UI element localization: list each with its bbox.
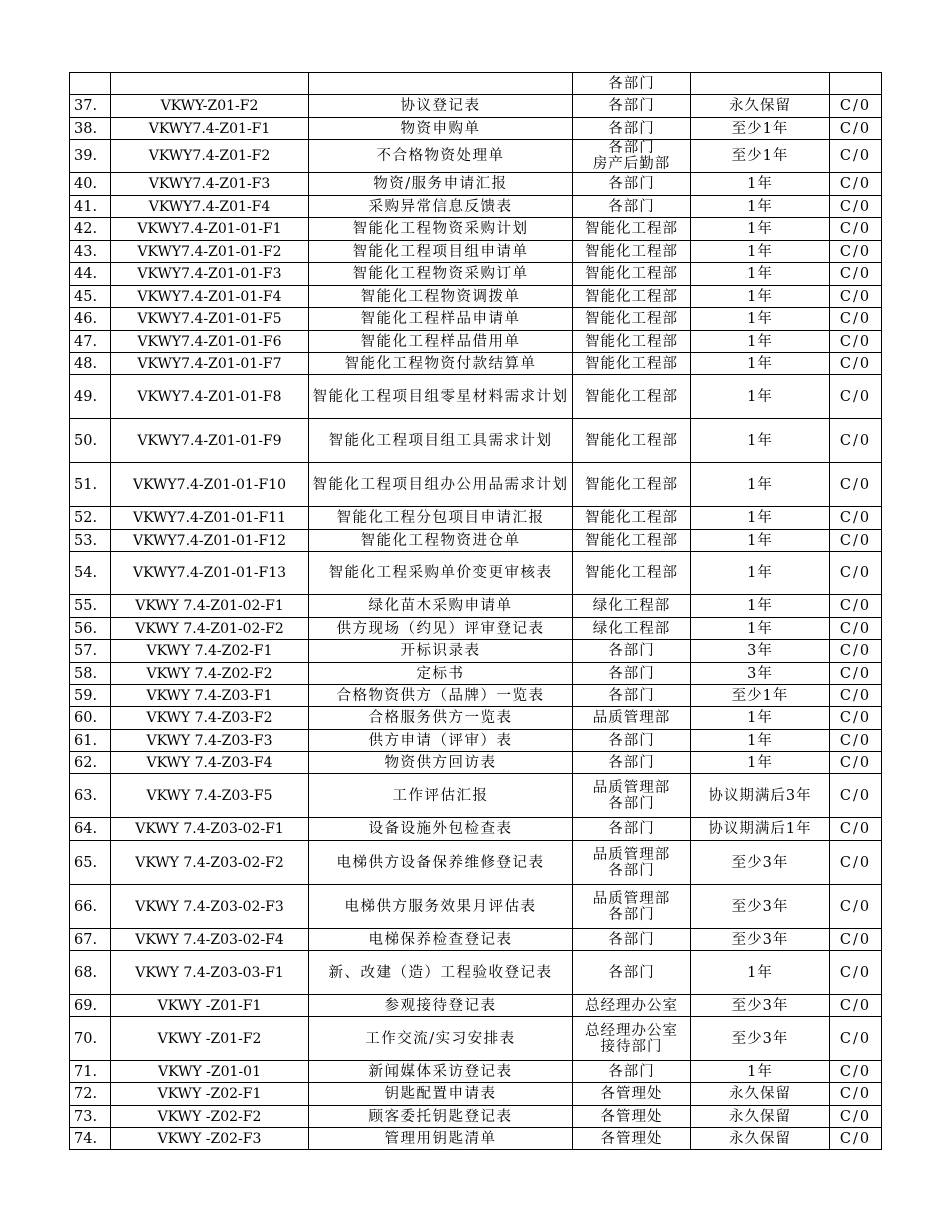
record-number: 39.	[70, 140, 111, 173]
record-code: VKWY 7.4-Z02-F2	[111, 663, 309, 685]
table-row	[70, 595, 882, 618]
record-retention: 1年	[691, 730, 830, 752]
record-control: C/0	[830, 707, 882, 730]
record-code: VKWY7.4-Z01-01-F10	[111, 463, 309, 507]
record-name: 智能化工程物资采购订单	[309, 263, 573, 286]
record-code: VKWY7.4-Z01-F4	[111, 196, 309, 218]
record-control: C/0	[830, 331, 882, 353]
table-row	[70, 841, 882, 885]
record-control: C/0	[830, 1061, 882, 1083]
record-code: VKWY -Z02-F2	[111, 1106, 309, 1128]
record-number: 38.	[70, 118, 111, 140]
record-name: 工作交流/实习安排表	[309, 1017, 573, 1061]
table-row	[70, 707, 882, 730]
record-code: VKWY 7.4-Z03-02-F3	[111, 885, 309, 929]
table-row	[70, 774, 882, 818]
record-number: 67.	[70, 929, 111, 951]
record-retention: 1年	[691, 507, 830, 530]
record-department: 智能化工程部	[573, 419, 691, 463]
record-control: C/0	[830, 419, 882, 463]
record-department: 品质管理部	[573, 707, 691, 730]
record-retention: 1年	[691, 595, 830, 618]
record-retention: 1年	[691, 463, 830, 507]
record-department: 各部门	[573, 663, 691, 685]
record-code: VKWY7.4-Z01-01-F3	[111, 263, 309, 286]
table-row	[70, 196, 882, 218]
record-retention: 1年	[691, 375, 830, 419]
record-retention: 1年	[691, 218, 830, 241]
record-number: 65.	[70, 841, 111, 885]
record-retention: 1年	[691, 552, 830, 595]
record-control: C/0	[830, 995, 882, 1017]
record-department: 各部门	[573, 818, 691, 841]
record-number: 66.	[70, 885, 111, 929]
record-name: 合格物资供方（品牌）一览表	[309, 685, 573, 707]
record-number: 45.	[70, 286, 111, 308]
record-name: 钥匙配置申请表	[309, 1083, 573, 1106]
record-retention: 至少3年	[691, 929, 830, 951]
record-name: 智能化工程样品借用单	[309, 331, 573, 353]
table-row	[70, 618, 882, 640]
record-name: 智能化工程项目组申请单	[309, 241, 573, 263]
record-retention: 1年	[691, 1061, 830, 1083]
record-code: VKWY7.4-Z01-01-F13	[111, 552, 309, 595]
record-retention: 1年	[691, 173, 830, 196]
record-control: C/0	[830, 308, 882, 331]
table-row	[70, 140, 882, 173]
record-number: 47.	[70, 331, 111, 353]
record-number: 74.	[70, 1128, 111, 1150]
record-retention: 协议期满后1年	[691, 818, 830, 841]
record-number: 59.	[70, 685, 111, 707]
record-control	[830, 73, 882, 95]
table-row	[70, 1106, 882, 1128]
record-name: 不合格物资处理单	[309, 140, 573, 173]
record-name: 智能化工程物资采购计划	[309, 218, 573, 241]
record-retention: 1年	[691, 951, 830, 995]
table-row	[70, 419, 882, 463]
record-code: VKWY 7.4-Z03-F4	[111, 752, 309, 774]
record-control: C/0	[830, 929, 882, 951]
record-control: C/0	[830, 618, 882, 640]
record-control: C/0	[830, 353, 882, 375]
record-code: VKWY7.4-Z01-F3	[111, 173, 309, 196]
record-retention: 1年	[691, 353, 830, 375]
record-retention: 1年	[691, 286, 830, 308]
record-name: 协议登记表	[309, 95, 573, 118]
record-retention: 1年	[691, 618, 830, 640]
record-department: 各部门	[573, 752, 691, 774]
record-retention: 协议期满后3年	[691, 774, 830, 818]
record-name: 开标识录表	[309, 640, 573, 663]
record-number: 69.	[70, 995, 111, 1017]
record-name: 智能化工程项目组办公用品需求计划	[309, 463, 573, 507]
record-code: VKWY-Z01-F2	[111, 95, 309, 118]
record-retention: 永久保留	[691, 95, 830, 118]
record-name: 智能化工程物资付款结算单	[309, 353, 573, 375]
table-row	[70, 73, 882, 95]
record-name: 智能化工程采购单价变更审核表	[309, 552, 573, 595]
record-department: 智能化工程部	[573, 218, 691, 241]
record-control: C/0	[830, 1106, 882, 1128]
table-row	[70, 331, 882, 353]
record-number: 58.	[70, 663, 111, 685]
table-row	[70, 552, 882, 595]
record-control: C/0	[830, 507, 882, 530]
table-row	[70, 1017, 882, 1061]
record-department: 绿化工程部	[573, 595, 691, 618]
record-name: 参观接待登记表	[309, 995, 573, 1017]
table-row	[70, 507, 882, 530]
record-name: 智能化工程物资进仓单	[309, 530, 573, 552]
record-retention: 永久保留	[691, 1083, 830, 1106]
record-code: VKWY 7.4-Z01-02-F1	[111, 595, 309, 618]
record-code: VKWY -Z02-F3	[111, 1128, 309, 1150]
record-control: C/0	[830, 663, 882, 685]
record-number: 48.	[70, 353, 111, 375]
record-code: VKWY 7.4-Z03-F3	[111, 730, 309, 752]
record-retention: 至少3年	[691, 995, 830, 1017]
table-row	[70, 752, 882, 774]
record-retention: 至少3年	[691, 841, 830, 885]
table-row	[70, 1061, 882, 1083]
record-control: C/0	[830, 841, 882, 885]
table-row	[70, 241, 882, 263]
record-name: 电梯供方服务效果月评估表	[309, 885, 573, 929]
record-retention: 1年	[691, 707, 830, 730]
record-code: VKWY 7.4-Z02-F1	[111, 640, 309, 663]
record-number: 64.	[70, 818, 111, 841]
record-department: 智能化工程部	[573, 263, 691, 286]
record-number: 57.	[70, 640, 111, 663]
record-name: 供方申请（评审）表	[309, 730, 573, 752]
record-name: 智能化工程项目组工具需求计划	[309, 419, 573, 463]
record-name: 新、改建（造）工程验收登记表	[309, 951, 573, 995]
record-retention: 至少1年	[691, 685, 830, 707]
record-code: VKWY7.4-Z01-01-F6	[111, 331, 309, 353]
record-control: C/0	[830, 1128, 882, 1150]
record-code: VKWY -Z01-F1	[111, 995, 309, 1017]
record-number: 68.	[70, 951, 111, 995]
record-department: 智能化工程部	[573, 375, 691, 419]
table-row	[70, 818, 882, 841]
record-name: 智能化工程物资调拨单	[309, 286, 573, 308]
record-code: VKWY 7.4-Z03-03-F1	[111, 951, 309, 995]
record-retention: 3年	[691, 640, 830, 663]
table-row	[70, 308, 882, 331]
record-number: 49.	[70, 375, 111, 419]
record-code: VKWY -Z01-F2	[111, 1017, 309, 1061]
record-name: 定标书	[309, 663, 573, 685]
record-control: C/0	[830, 1083, 882, 1106]
record-retention: 永久保留	[691, 1128, 830, 1150]
record-number: 37.	[70, 95, 111, 118]
record-retention: 至少1年	[691, 140, 830, 173]
record-number: 63.	[70, 774, 111, 818]
record-name: 智能化工程项目组零星材料需求计划	[309, 375, 573, 419]
record-department: 各部门	[573, 118, 691, 140]
record-control: C/0	[830, 951, 882, 995]
record-number: 62.	[70, 752, 111, 774]
record-number: 73.	[70, 1106, 111, 1128]
record-department: 智能化工程部	[573, 507, 691, 530]
record-control: C/0	[830, 685, 882, 707]
record-control: C/0	[830, 752, 882, 774]
record-retention: 1年	[691, 752, 830, 774]
table-row	[70, 463, 882, 507]
record-retention: 1年	[691, 241, 830, 263]
record-department: 各部门 房产后勤部	[573, 140, 691, 173]
table-row	[70, 685, 882, 707]
record-number: 71.	[70, 1061, 111, 1083]
record-name: 合格服务供方一览表	[309, 707, 573, 730]
table-row	[70, 995, 882, 1017]
record-retention: 永久保留	[691, 1106, 830, 1128]
record-code: VKWY -Z02-F1	[111, 1083, 309, 1106]
record-department: 品质管理部 各部门	[573, 774, 691, 818]
record-department: 智能化工程部	[573, 308, 691, 331]
table-row	[70, 530, 882, 552]
record-department: 品质管理部 各部门	[573, 841, 691, 885]
table-row	[70, 118, 882, 140]
table-row	[70, 218, 882, 241]
record-department: 各部门	[573, 685, 691, 707]
record-control: C/0	[830, 595, 882, 618]
record-code: VKWY7.4-Z01-01-F8	[111, 375, 309, 419]
table-row	[70, 1083, 882, 1106]
record-name: 新闻媒体采访登记表	[309, 1061, 573, 1083]
table-row	[70, 353, 882, 375]
table-row	[70, 663, 882, 685]
record-name: 物资/服务申请汇报	[309, 173, 573, 196]
record-name: 物资申购单	[309, 118, 573, 140]
record-number: 44.	[70, 263, 111, 286]
record-number: 54.	[70, 552, 111, 595]
record-control: C/0	[830, 463, 882, 507]
record-control: C/0	[830, 730, 882, 752]
record-retention: 1年	[691, 196, 830, 218]
record-control: C/0	[830, 263, 882, 286]
record-control: C/0	[830, 552, 882, 595]
record-code: VKWY 7.4-Z03-02-F2	[111, 841, 309, 885]
record-department: 总经理办公室 接待部门	[573, 1017, 691, 1061]
table-row	[70, 1128, 882, 1150]
record-code: VKWY7.4-Z01-F1	[111, 118, 309, 140]
record-number: 55.	[70, 595, 111, 618]
record-department: 总经理办公室	[573, 995, 691, 1017]
record-name: 绿化苗木采购申请单	[309, 595, 573, 618]
record-control: C/0	[830, 241, 882, 263]
record-department: 各管理处	[573, 1083, 691, 1106]
record-control: C/0	[830, 118, 882, 140]
record-code: VKWY7.4-Z01-01-F1	[111, 218, 309, 241]
record-code: VKWY 7.4-Z03-F5	[111, 774, 309, 818]
record-retention: 至少1年	[691, 118, 830, 140]
table-row	[70, 95, 882, 118]
record-retention: 1年	[691, 331, 830, 353]
table-row	[70, 375, 882, 419]
record-department: 各部门	[573, 73, 691, 95]
record-control: C/0	[830, 95, 882, 118]
record-control: C/0	[830, 774, 882, 818]
record-code: VKWY -Z01-01	[111, 1061, 309, 1083]
record-retention: 3年	[691, 663, 830, 685]
record-retention: 1年	[691, 308, 830, 331]
table-row	[70, 286, 882, 308]
table-row	[70, 173, 882, 196]
record-name: 物资供方回访表	[309, 752, 573, 774]
record-name	[309, 73, 573, 95]
record-department: 各部门	[573, 1061, 691, 1083]
record-name: 智能化工程样品申请单	[309, 308, 573, 331]
record-control: C/0	[830, 1017, 882, 1061]
record-control: C/0	[830, 818, 882, 841]
record-name: 智能化工程分包项目申请汇报	[309, 507, 573, 530]
record-number: 41.	[70, 196, 111, 218]
record-code: VKWY 7.4-Z01-02-F2	[111, 618, 309, 640]
record-department: 智能化工程部	[573, 331, 691, 353]
record-number: 52.	[70, 507, 111, 530]
record-department: 各部门	[573, 730, 691, 752]
record-control: C/0	[830, 196, 882, 218]
record-department: 各部门	[573, 196, 691, 218]
record-name: 工作评估汇报	[309, 774, 573, 818]
record-department: 智能化工程部	[573, 552, 691, 595]
record-department: 智能化工程部	[573, 241, 691, 263]
record-code: VKWY7.4-Z01-F2	[111, 140, 309, 173]
record-department: 绿化工程部	[573, 618, 691, 640]
record-code: VKWY 7.4-Z03-F2	[111, 707, 309, 730]
record-code: VKWY7.4-Z01-01-F12	[111, 530, 309, 552]
records-table	[69, 72, 882, 1150]
record-code: VKWY7.4-Z01-01-F7	[111, 353, 309, 375]
record-number: 50.	[70, 419, 111, 463]
table-row	[70, 640, 882, 663]
record-name: 管理用钥匙清单	[309, 1128, 573, 1150]
record-name: 供方现场（约见）评审登记表	[309, 618, 573, 640]
records-table-body	[70, 73, 882, 1150]
record-number: 40.	[70, 173, 111, 196]
record-code: VKWY7.4-Z01-01-F11	[111, 507, 309, 530]
record-code: VKWY 7.4-Z03-F1	[111, 685, 309, 707]
record-retention: 1年	[691, 419, 830, 463]
record-retention	[691, 73, 830, 95]
record-retention: 1年	[691, 530, 830, 552]
record-name: 电梯供方设备保养维修登记表	[309, 841, 573, 885]
record-number: 43.	[70, 241, 111, 263]
record-control: C/0	[830, 640, 882, 663]
record-code	[111, 73, 309, 95]
record-control: C/0	[830, 140, 882, 173]
record-number: 56.	[70, 618, 111, 640]
record-code: VKWY 7.4-Z03-02-F4	[111, 929, 309, 951]
table-row	[70, 951, 882, 995]
record-number: 61.	[70, 730, 111, 752]
record-code: VKWY7.4-Z01-01-F4	[111, 286, 309, 308]
table-row	[70, 263, 882, 286]
record-name: 采购异常信息反馈表	[309, 196, 573, 218]
record-control: C/0	[830, 286, 882, 308]
record-name: 设备设施外包检查表	[309, 818, 573, 841]
record-code: VKWY7.4-Z01-01-F2	[111, 241, 309, 263]
record-department: 各部门	[573, 173, 691, 196]
record-department: 智能化工程部	[573, 530, 691, 552]
record-number	[70, 73, 111, 95]
record-department: 各部门	[573, 95, 691, 118]
record-department: 各管理处	[573, 1128, 691, 1150]
record-number: 60.	[70, 707, 111, 730]
table-row	[70, 730, 882, 752]
table-row	[70, 885, 882, 929]
record-control: C/0	[830, 885, 882, 929]
record-control: C/0	[830, 530, 882, 552]
record-retention: 至少3年	[691, 885, 830, 929]
record-number: 46.	[70, 308, 111, 331]
record-department: 智能化工程部	[573, 286, 691, 308]
record-department: 智能化工程部	[573, 353, 691, 375]
record-department: 各管理处	[573, 1106, 691, 1128]
record-control: C/0	[830, 375, 882, 419]
record-number: 70.	[70, 1017, 111, 1061]
record-name: 顾客委托钥匙登记表	[309, 1106, 573, 1128]
record-number: 42.	[70, 218, 111, 241]
table-row	[70, 929, 882, 951]
record-control: C/0	[830, 218, 882, 241]
record-department: 品质管理部 各部门	[573, 885, 691, 929]
record-department: 智能化工程部	[573, 463, 691, 507]
record-code: VKWY7.4-Z01-01-F5	[111, 308, 309, 331]
record-department: 各部门	[573, 640, 691, 663]
record-number: 72.	[70, 1083, 111, 1106]
record-retention: 至少3年	[691, 1017, 830, 1061]
record-code: VKWY 7.4-Z03-02-F1	[111, 818, 309, 841]
record-number: 53.	[70, 530, 111, 552]
record-control: C/0	[830, 173, 882, 196]
record-department: 各部门	[573, 929, 691, 951]
record-name: 电梯保养检查登记表	[309, 929, 573, 951]
record-department: 各部门	[573, 951, 691, 995]
record-retention: 1年	[691, 263, 830, 286]
record-number: 51.	[70, 463, 111, 507]
record-code: VKWY7.4-Z01-01-F9	[111, 419, 309, 463]
